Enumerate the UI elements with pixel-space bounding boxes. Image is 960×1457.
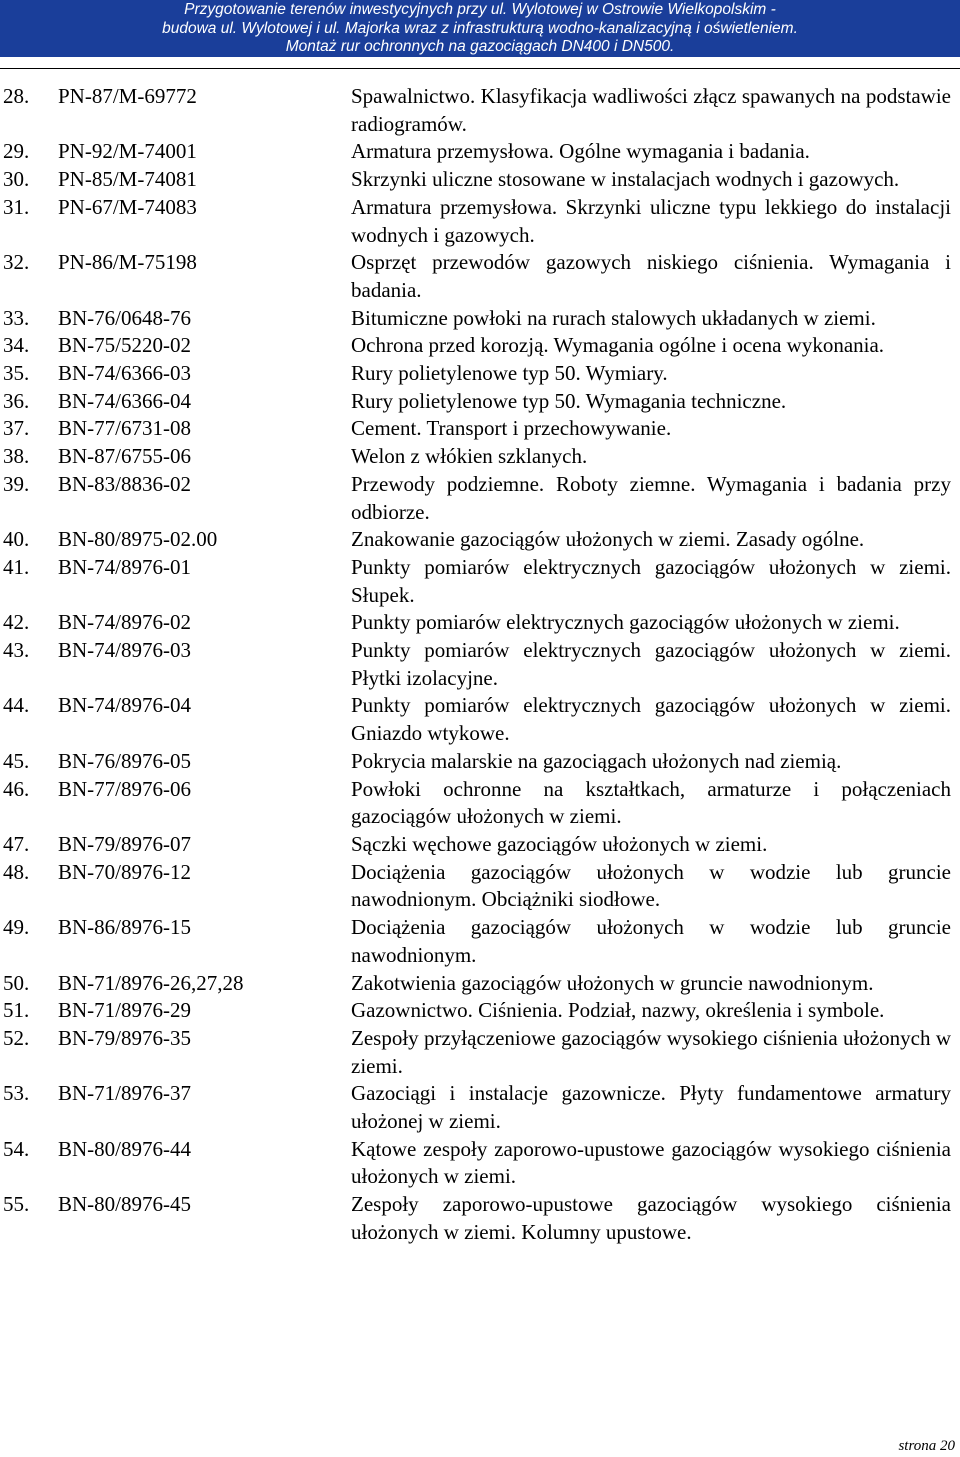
standard-title: Spawalnictwo. Klasyfikacja wadliwości złącz spawanych na podstawie radiogramów. <box>351 84 951 136</box>
page-number: strona 20 <box>898 1438 955 1454</box>
standard-code: BN-80/8975-02.00 <box>58 527 218 552</box>
item-number: 40. <box>3 527 30 552</box>
list-item <box>0 471 960 526</box>
item-number: 37. <box>3 416 30 441</box>
list-item <box>0 859 960 914</box>
document-header <box>0 0 960 57</box>
list-item <box>0 332 960 360</box>
item-number: 29. <box>3 139 30 164</box>
list-item <box>0 138 960 166</box>
header-line-3: Montaż rur ochronnych na gazociągach DN400 i DN500. <box>285 38 675 55</box>
item-number: 39. <box>3 471 30 496</box>
standard-title: Punkty pomiarów elektrycznych gazociągów ułożonych w ziemi. Gniazdo wtykowe. <box>351 693 951 746</box>
item-number: 48. <box>3 859 30 884</box>
standard-title: Rury polietylenowe typ 50. Wymagania techniczne. <box>351 388 787 413</box>
list-item <box>0 443 960 471</box>
list-item <box>0 166 960 194</box>
item-number: 33. <box>3 305 30 330</box>
standard-title: Pokrycia malarskie na gazociągach ułożonych nad ziemią. <box>351 748 842 773</box>
list-item <box>0 831 960 859</box>
item-number: 30. <box>3 167 30 192</box>
standard-title: Sączki węchowe gazociągów ułożonych w ziemi. <box>351 831 768 856</box>
standard-code: BN-74/8976-03 <box>58 638 191 663</box>
item-number: 42. <box>3 610 30 635</box>
standard-title: Gazociągi i instalacje gazownicze. Płyty fundamentowe armatury ułożonej w ziemi. <box>351 1081 951 1134</box>
list-item <box>0 970 960 998</box>
standard-code: BN-80/8976-44 <box>58 1136 191 1161</box>
header-divider <box>0 68 960 69</box>
standard-code: BN-71/8976-37 <box>58 1081 191 1106</box>
standard-title: Dociążenia gazociągów ułożonych w wodzie lub gruncie nawodnionym. <box>351 915 951 967</box>
standard-code: PN-92/M-74001 <box>58 139 197 164</box>
list-item <box>0 1080 960 1135</box>
item-number: 53. <box>3 1081 30 1106</box>
standard-code: BN-79/8976-35 <box>58 1025 191 1050</box>
standard-code: BN-75/5220-02 <box>58 333 191 358</box>
standards-list <box>0 83 960 1247</box>
standard-title: Zespoły zaporowo-upustowe gazociągów wysokiego ciśnienia ułożonych w ziemi. Kolumny upustowe. <box>351 1192 951 1244</box>
standard-code: BN-74/8976-02 <box>58 610 191 635</box>
list-item <box>0 748 960 776</box>
item-number: 34. <box>3 333 30 358</box>
standard-code: BN-74/6366-04 <box>58 388 191 413</box>
standard-code: BN-74/6366-03 <box>58 361 191 386</box>
item-number: 46. <box>3 776 30 801</box>
list-item <box>0 415 960 443</box>
standard-code: BN-71/8976-29 <box>58 998 191 1023</box>
item-number: 32. <box>3 250 30 275</box>
list-item <box>0 1191 960 1246</box>
standard-title: Przewody podziemne. Roboty ziemne. Wymagania i badania przy odbiorze. <box>351 471 951 524</box>
standard-title: Kątowe zespoły zaporowo-upustowe gazociągów wysokiego ciśnienia ułożonych w ziemi. <box>351 1136 951 1189</box>
item-number: 51. <box>3 998 30 1023</box>
standard-code: BN-76/0648-76 <box>58 305 191 330</box>
standard-title: Osprzęt przewodów gazowych niskiego ciśnienia. Wymagania i badania. <box>351 250 951 302</box>
standard-title: Armatura przemysłowa. Ogólne wymagania i badania. <box>351 139 810 164</box>
standard-code: BN-76/8976-05 <box>58 748 191 773</box>
standard-code: BN-80/8976-45 <box>58 1192 191 1217</box>
list-item <box>0 1025 960 1080</box>
item-number: 54. <box>3 1136 30 1161</box>
list-item <box>0 249 960 304</box>
standard-title: Bitumiczne powłoki na rurach stalowych układanych w ziemi. <box>351 305 876 330</box>
list-item <box>0 360 960 388</box>
list-item <box>0 388 960 416</box>
standard-code: BN-83/8836-02 <box>58 471 191 496</box>
item-number: 28. <box>3 84 30 108</box>
item-number: 47. <box>3 831 30 856</box>
standard-title: Zespoły przyłączeniowe gazociągów wysokiego ciśnienia ułożonych w ziemi. <box>351 1025 951 1078</box>
item-number: 50. <box>3 970 30 995</box>
item-number: 35. <box>3 361 30 386</box>
list-item <box>0 692 960 747</box>
list-item <box>0 305 960 333</box>
standard-title: Dociążenia gazociągów ułożonych w wodzie lub gruncie nawodnionym. Obciążniki siodłowe. <box>351 859 951 912</box>
standard-title: Rury polietylenowe typ 50. Wymiary. <box>351 361 668 386</box>
standard-code: BN-86/8976-15 <box>58 915 191 940</box>
item-number: 38. <box>3 444 30 469</box>
standard-title: Armatura przemysłowa. Skrzynki uliczne typu lekkiego do instalacji wodnych i gazowych. <box>351 194 951 247</box>
standard-code: BN-79/8976-07 <box>58 831 191 856</box>
header-line-1: Przygotowanie terenów inwestycyjnych przy ul. Wylotowej w Ostrowie Wielkopolskim - <box>184 1 776 18</box>
standard-title: Skrzynki uliczne stosowane w instalacjach wodnych i gazowych. <box>351 167 900 192</box>
standard-title: Cement. Transport i przechowywanie. <box>351 416 672 441</box>
list-item <box>0 997 960 1025</box>
list-item <box>0 526 960 554</box>
standard-title: Znakowanie gazociągów ułożonych w ziemi. Zasady ogólne. <box>351 527 865 552</box>
item-number: 44. <box>3 693 30 718</box>
standard-title: Punkty pomiarów elektrycznych gazociągów ułożonych w ziemi. <box>351 610 900 635</box>
standard-title: Punkty pomiarów elektrycznych gazociągów ułożonych w ziemi. Płytki izolacyjne. <box>351 638 951 690</box>
standard-title: Welon z włókien szklanych. <box>351 444 588 469</box>
item-number: 52. <box>3 1025 30 1050</box>
standard-code: PN-87/M-69772 <box>58 84 197 108</box>
standard-code: BN-74/8976-04 <box>58 693 191 718</box>
item-number: 43. <box>3 638 30 663</box>
standard-code: BN-87/6755-06 <box>58 444 191 469</box>
item-number: 36. <box>3 388 30 413</box>
item-number: 41. <box>3 554 30 579</box>
list-item <box>0 554 960 609</box>
header-line-2: budowa ul. Wylotowej i ul. Majorka wraz z infrastrukturą wodno-kanalizacyjną i oświetleniem. <box>162 19 798 37</box>
standard-title: Ochrona przed korozją. Wymagania ogólne i ocena wykonania. <box>351 333 885 358</box>
item-number: 31. <box>3 194 30 219</box>
standard-code: BN-74/8976-01 <box>58 554 191 579</box>
list-item <box>0 194 960 249</box>
item-number: 55. <box>3 1192 30 1217</box>
item-number: 45. <box>3 748 30 773</box>
list-item <box>0 914 960 969</box>
standard-code: BN-77/8976-06 <box>58 776 191 801</box>
list-item <box>0 637 960 692</box>
list-item <box>0 83 960 138</box>
standard-code: PN-67/M-74083 <box>58 194 197 219</box>
standard-code: BN-71/8976-26,27,28 <box>58 970 244 995</box>
standard-title: Punkty pomiarów elektrycznych gazociągów ułożonych w ziemi. Słupek. <box>351 554 951 607</box>
list-item <box>0 1136 960 1191</box>
standard-title: Zakotwienia gazociągów ułożonych w gruncie nawodnionym. <box>351 970 874 995</box>
standard-title: Powłoki ochronne na kształtkach, armaturze i połączeniach gazociągów ułożonych w ziemi. <box>351 776 951 829</box>
standard-title: Gazownictwo. Ciśnienia. Podział, nazwy, określenia i symbole. <box>351 998 885 1023</box>
standard-code: PN-86/M-75198 <box>58 250 197 275</box>
standard-code: PN-85/M-74081 <box>58 167 197 192</box>
list-item <box>0 776 960 831</box>
standard-code: BN-70/8976-12 <box>58 859 191 884</box>
list-item <box>0 609 960 637</box>
item-number: 49. <box>3 915 30 940</box>
standard-code: BN-77/6731-08 <box>58 416 191 441</box>
